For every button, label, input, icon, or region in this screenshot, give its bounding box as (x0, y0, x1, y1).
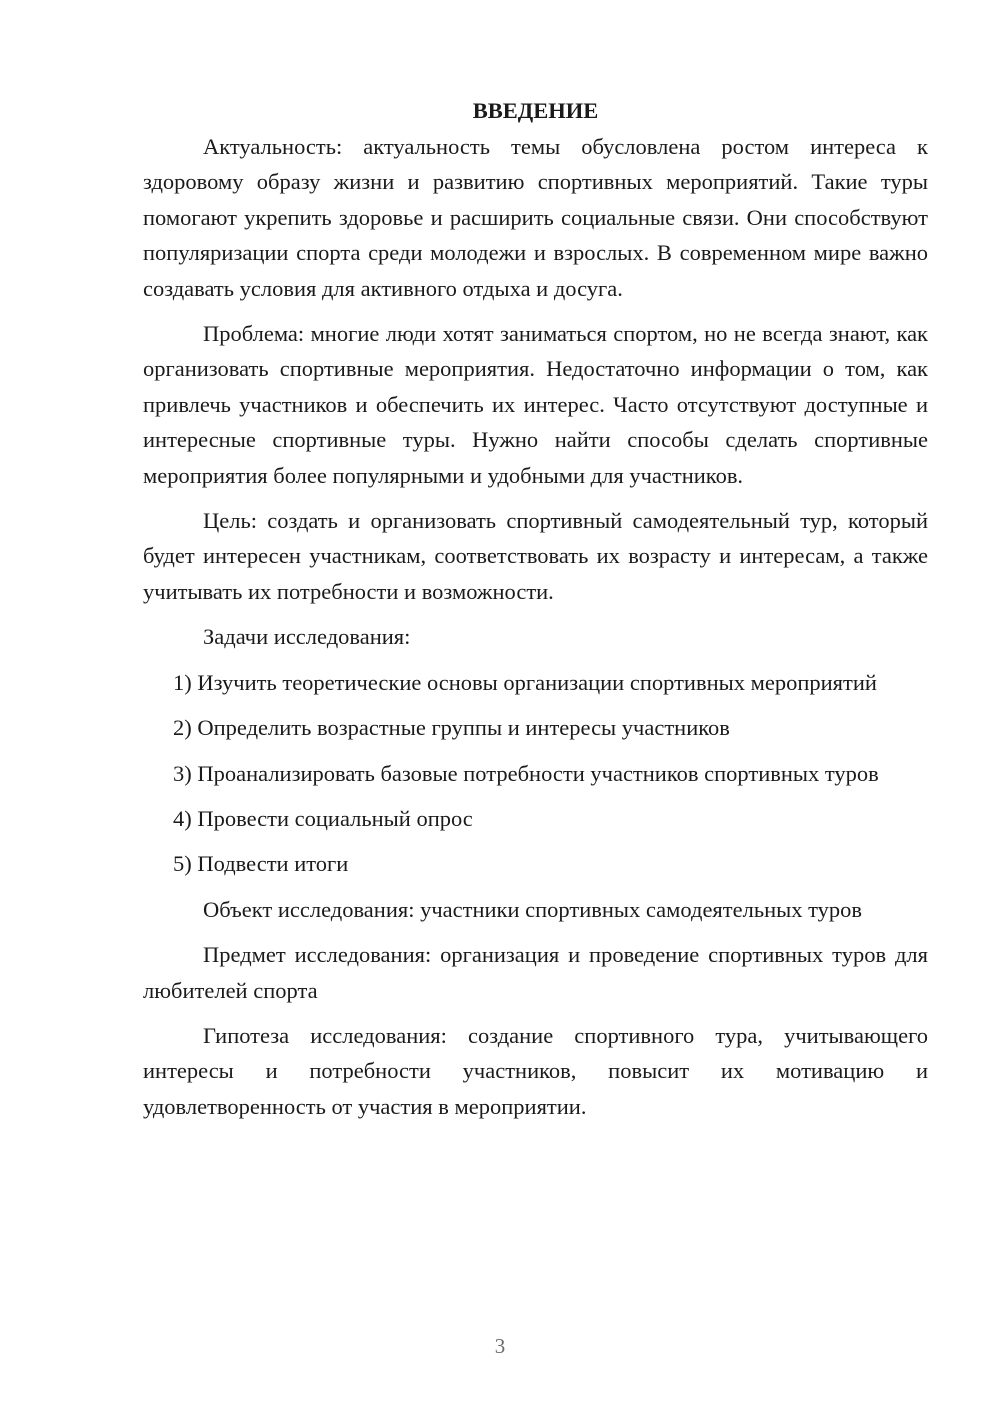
paragraph-subject: Предмет исследования: организация и проведение спортивных туров для любителей спорта (143, 942, 928, 1003)
tasks-heading: Задачи исследования: (203, 624, 411, 650)
task-item-1: 1) Изучить теоретические основы организации спортивных мероприятий (173, 669, 877, 695)
task-item-4: 4) Провести социальный опрос (173, 805, 473, 831)
page-content (143, 95, 928, 1134)
section-title: ВВЕДЕНИЕ (472, 98, 599, 123)
task-item-5: 5) Подвести итоги (173, 851, 349, 877)
task-item-2: 2) Определить возрастные группы и интересы участников (173, 715, 730, 741)
paragraph-problem: Проблема: многие люди хотят заниматься спортом, но не всегда знают, как организовать спортивные мероприятия. Недостаточно информации о том, как привлечь участников и обеспечить их интерес. Часто отсутствуют доступные и интересные спортивные туры. Нужно найти способы сделать спортивные мероприятия более популярными и удобными для участников. (143, 321, 928, 488)
page-number: 3 (494, 1334, 506, 1358)
paragraph-object: Объект исследования: участники спортивных самодеятельных туров (203, 896, 863, 922)
paragraph-goal: Цель: создать и организовать спортивный самодеятельный тур, который будет интересен участникам, соответствовать их возрасту и интересам, а также учитывать их потребности и возможности. (143, 508, 928, 604)
task-item-3: 3) Проанализировать базовые потребности участников спортивных туров (173, 760, 879, 786)
paragraph-hypothesis: Гипотеза исследования: создание спортивного тура, учитывающего интересы и потребности участников, повысит их мотивацию и удовлетворенность от участия в мероприятии. (143, 1022, 928, 1119)
paragraph-relevance: Актуальность: актуальность темы обусловлена ростом интереса к здоровому образу жизни и развитию спортивных мероприятий. Такие туры помогают укрепить здоровье и расширить социальные связи. Они способствуют популяризации спорта среди молодежи и взрослых. В современном мире важно создавать условия для активного отдыха и досуга. (143, 134, 928, 301)
